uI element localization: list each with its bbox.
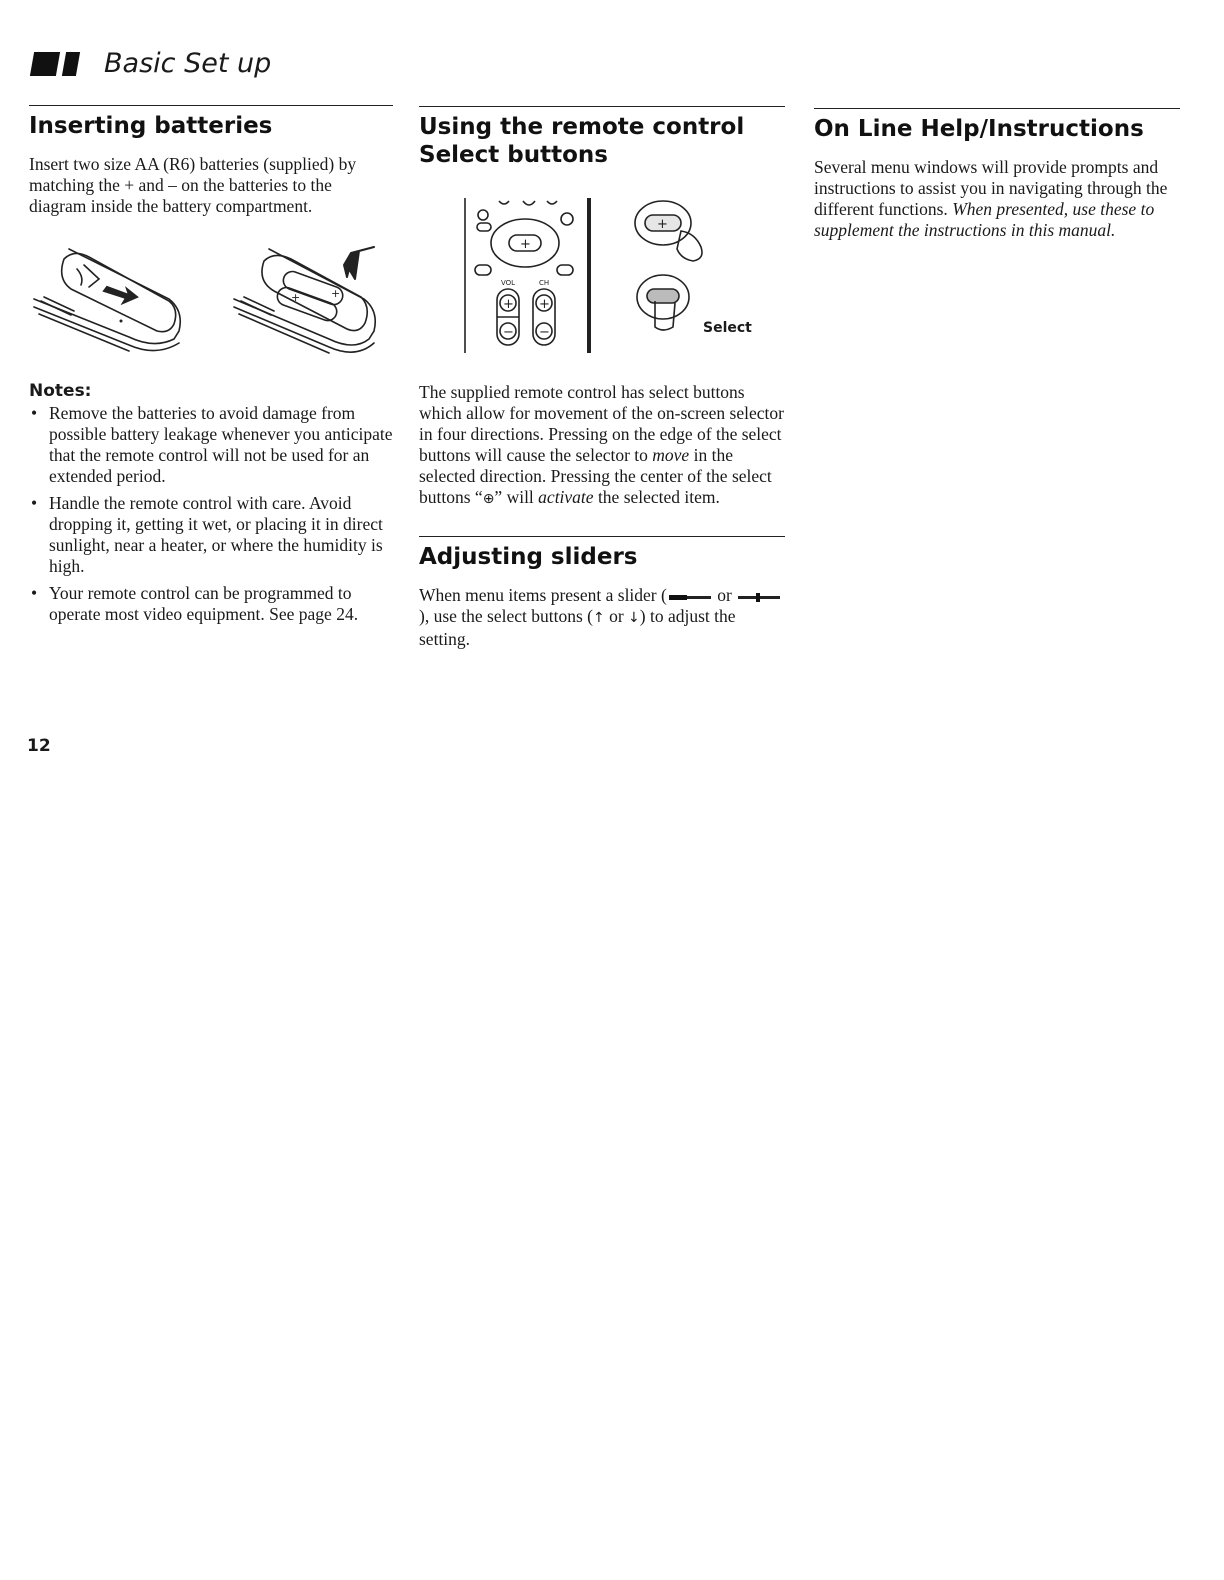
section-rule: [419, 536, 785, 537]
svg-text:+: +: [539, 297, 550, 313]
remote-select-buttons-illustration: [419, 193, 785, 358]
notes-label: Notes:: [29, 381, 92, 402]
insert-arrow-icon: [344, 247, 374, 279]
help-description: Several menu windows will provide prompts and instructions to assist you in navigating through the different functions. When presented, use these to supplement the instructions in this manual.: [814, 157, 1168, 241]
svg-text:−: −: [503, 325, 514, 341]
page-number: 12: [27, 736, 51, 756]
select-label: Select: [703, 320, 752, 337]
svg-text:+: +: [657, 217, 668, 233]
batteries-heading: Inserting batteries: [29, 113, 273, 139]
note-item: • Remove the batteries to avoid damage from possible battery leakage whenever you anticipate that the remote control will not be used for an extended period.: [29, 403, 393, 487]
vol-label: VOL: [501, 279, 516, 288]
select-button-icon: ⊕: [482, 491, 495, 508]
slider-bar-icon: [669, 596, 711, 599]
slider-knob-icon: [738, 596, 780, 599]
up-arrow-icon: ↑: [592, 610, 605, 627]
remote-heading-line2: Select buttons: [419, 142, 608, 169]
ch-label: CH: [539, 279, 550, 288]
note-item: • Your remote control can be programmed to operate most video equipment. See page 24.: [29, 583, 393, 625]
svg-text:+: +: [291, 291, 301, 305]
svg-text:−: −: [539, 325, 550, 341]
section-rule: [29, 105, 393, 106]
sliders-description: When menu items present a slider ( or ), use the select buttons (↑ or ↓) to adjust the setting.: [419, 585, 785, 650]
insert-arrow-icon: [104, 287, 137, 303]
column-remote: [419, 106, 785, 650]
section-rule: [419, 106, 785, 107]
remote-heading-line1: Using the remote control: [419, 114, 745, 140]
column-help: [814, 108, 1180, 241]
remote-heading: [419, 113, 785, 169]
section-marker-icon: [32, 52, 78, 76]
notes-list: [29, 403, 393, 625]
svg-text:+: +: [331, 287, 341, 301]
sliders-heading: Adjusting sliders: [419, 544, 638, 571]
section-rule: [814, 108, 1180, 109]
note-item: • Handle the remote control with care. Avoid dropping it, getting it wet, or placing it in direct sunlight, near a heater, or where the humidity is high.: [29, 493, 393, 577]
help-heading: On Line Help/Instructions: [814, 116, 1144, 142]
down-arrow-icon: ↓: [628, 610, 640, 627]
svg-text:+: +: [503, 297, 514, 313]
battery-insertion-illustration: [29, 239, 393, 369]
remote-description: The supplied remote control has select buttons which allow for movement of the on-screen selector in four directions. Pressing on the edge of the select buttons will cause the selector to move in the selected direction. Pressing the center of the select buttons “⊕” will activate the selected item.: [419, 382, 784, 508]
section-title: Basic Set up: [104, 48, 272, 79]
column-batteries: [29, 105, 393, 631]
section-header: [32, 48, 271, 79]
batteries-instructions: Insert two size AA (R6) batteries (supplied) by matching the + and – on the batteries to the diagram inside the battery compartment.: [29, 154, 357, 217]
svg-text:+: +: [520, 237, 531, 253]
